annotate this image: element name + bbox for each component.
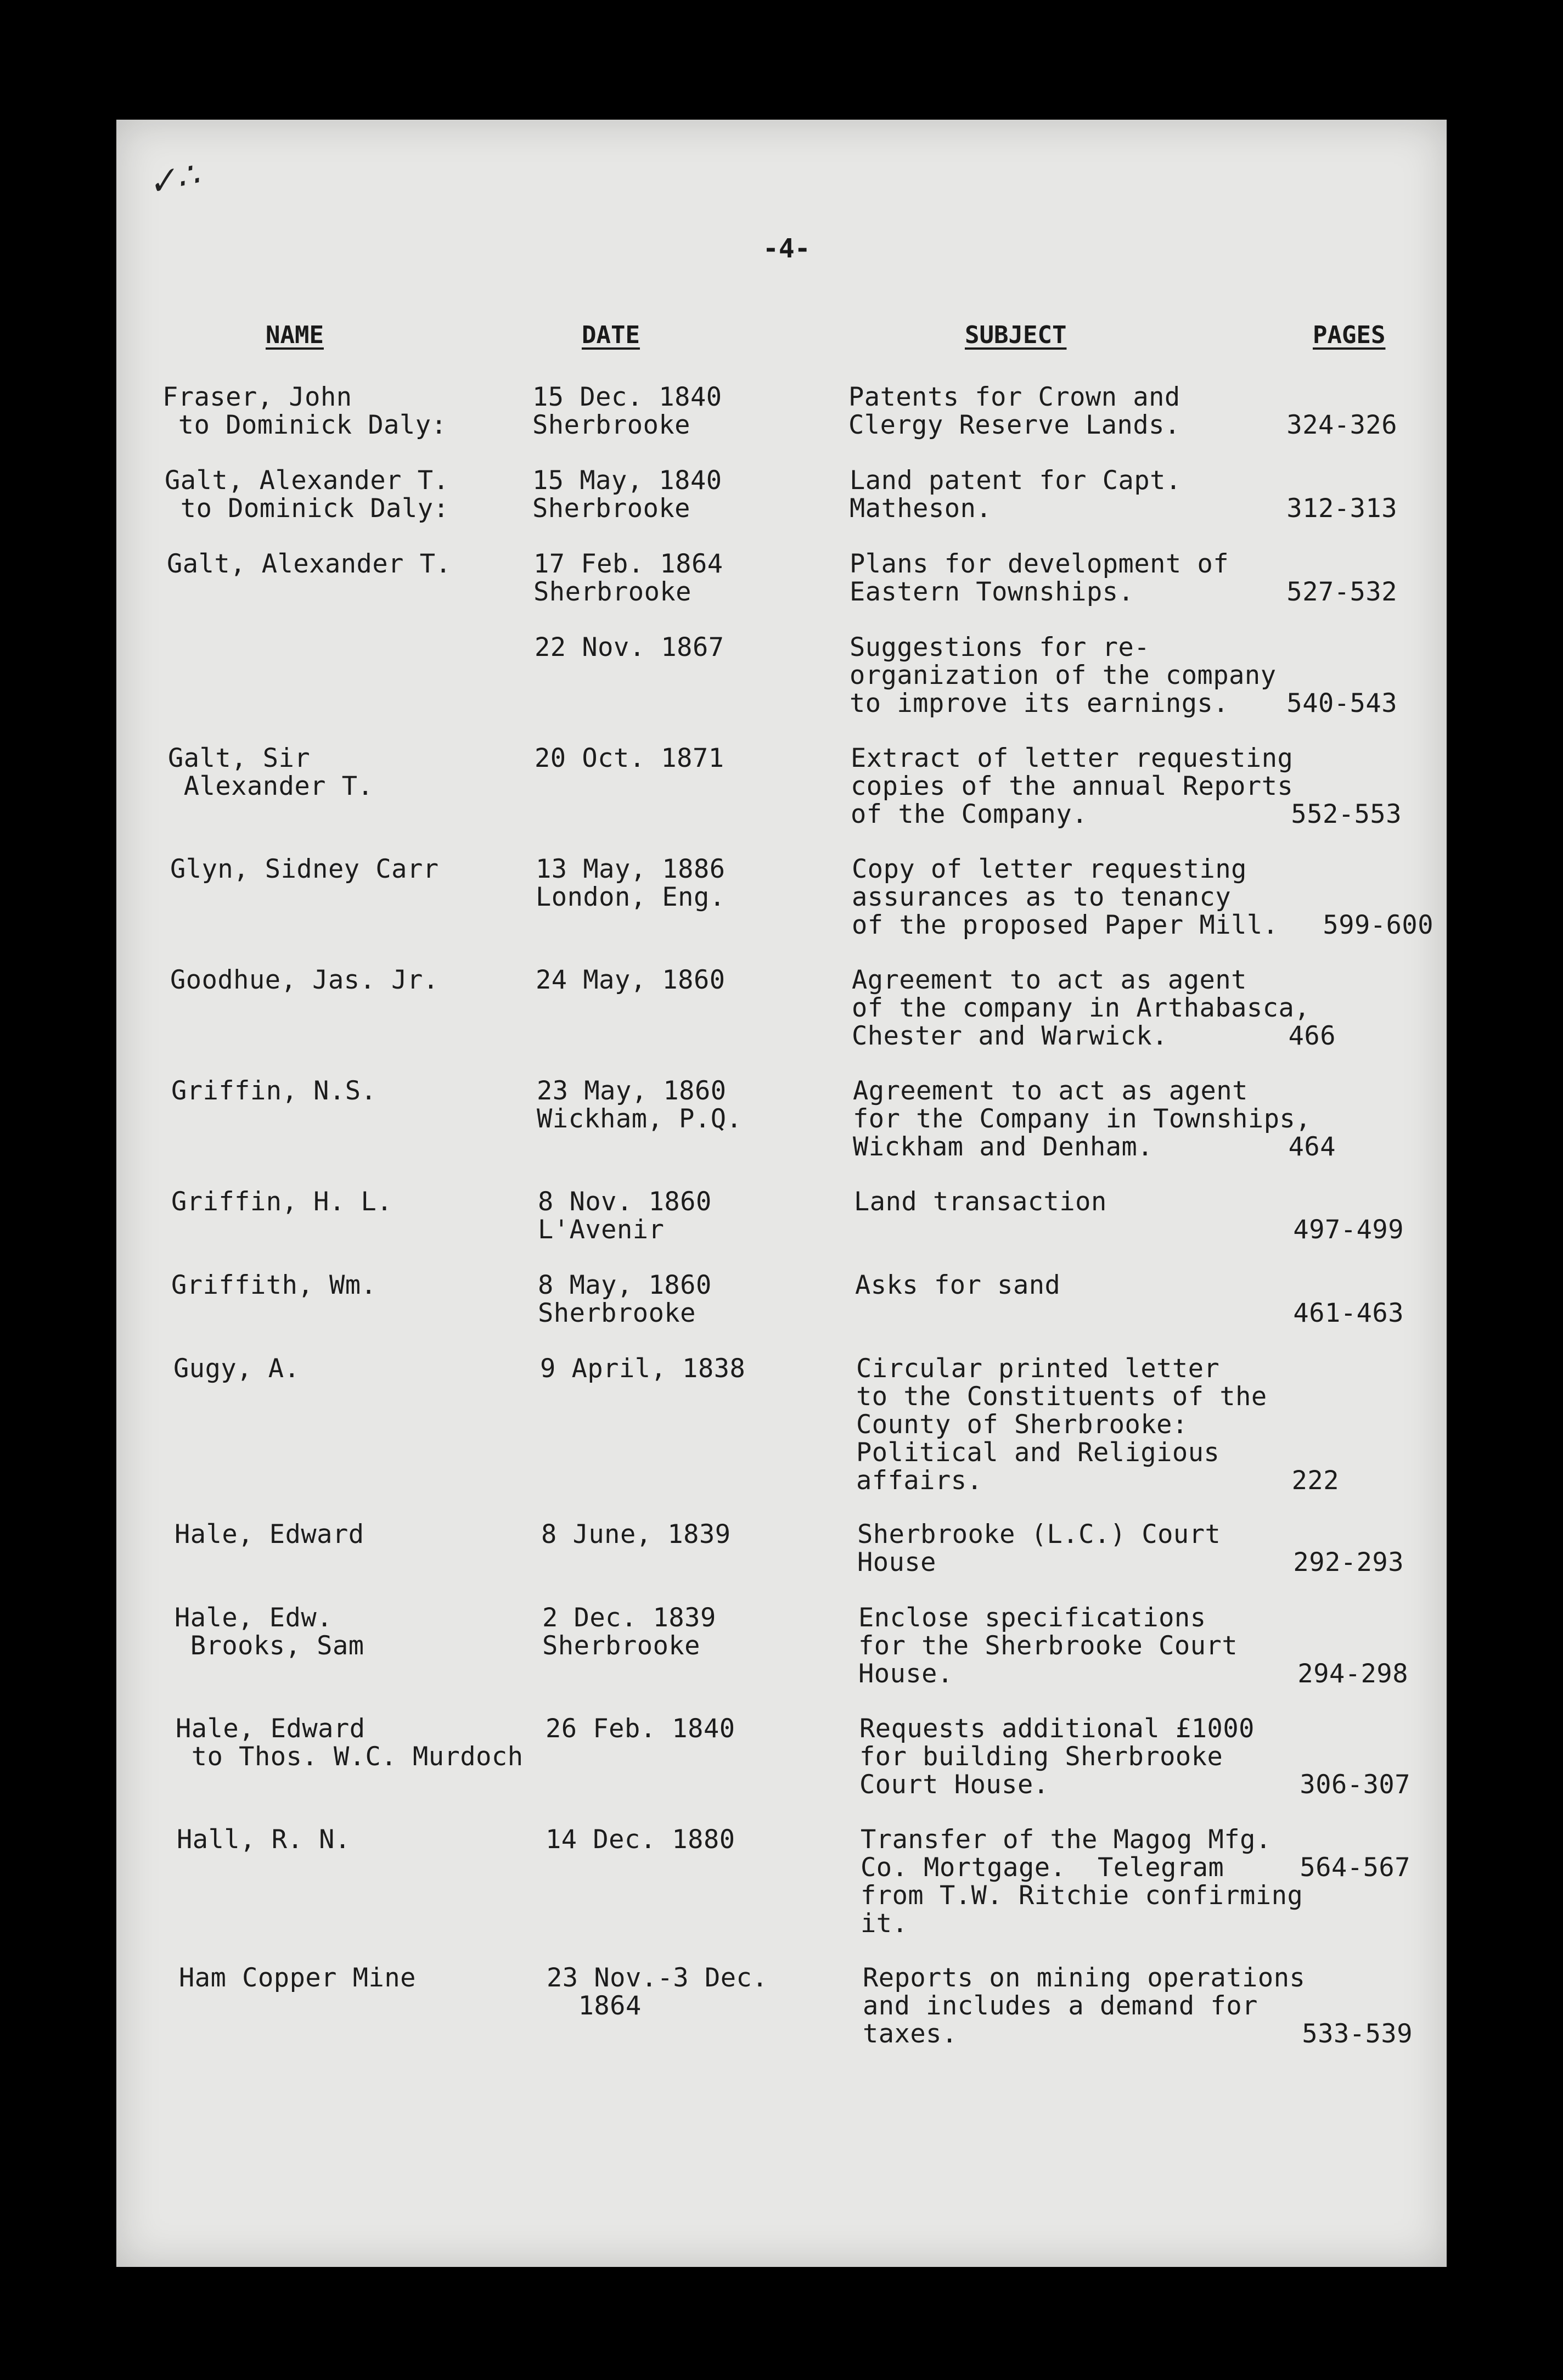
row-14-name-line: to Thos. W.C. Murdoch [176,1742,524,1772]
row-6-date-line: 13 May, 1886 [536,854,726,884]
row-13-date-line: 2 Dec. 1839 [542,1603,716,1633]
row-7-subject-line: of the company in Arthabasca, [852,993,1311,1023]
row-6-subject-line: assurances as to tenancy [852,882,1232,912]
row-15-name-line: Hall, R. N. [177,1825,351,1855]
row-5-pages: 552-553 [1291,799,1402,829]
row-5-subject-line: of the Company. [851,799,1088,829]
row-13-name-line: Brooks, Sam [175,1631,364,1661]
row-14-pages: 306-307 [1300,1770,1410,1800]
row-6-name-line: Glyn, Sidney Carr [170,854,439,884]
row-16-subject-line: taxes. [863,2019,958,2049]
row-13-subject-line: House. [858,1659,953,1689]
row-11-subject-line: County of Sherbrooke: [856,1410,1188,1440]
row-6-subject-line: Copy of letter requesting [852,854,1247,884]
row-16-name-line: Ham Copper Mine [179,1963,416,1993]
row-1-date-line: Sherbrooke [532,410,690,440]
row-9-date-line: 8 Nov. 1860 [538,1187,712,1217]
row-4-pages: 540-543 [1286,688,1397,719]
row-8-subject-line: for the Company in Townships, [853,1104,1312,1134]
row-14-date-line: 26 Feb. 1840 [546,1714,735,1744]
row-3-date-line: 17 Feb. 1864 [533,549,723,579]
row-8-date-line: 23 May, 1860 [537,1076,727,1106]
row-9-date-line: L'Avenir [538,1215,665,1245]
row-1-date-line: 15 Dec. 1840 [532,382,722,412]
row-3-pages: 527-532 [1286,577,1397,607]
row-14-subject-line: for building Sherbrooke [859,1742,1223,1772]
row-5-name-line: Galt, Sir [168,743,311,773]
row-11-name-line: Gugy, A. [173,1354,300,1384]
row-12-subject-line: House [857,1547,936,1578]
row-9-subject-line: Land transaction [854,1187,1107,1217]
row-2-pages: 312-313 [1286,493,1397,524]
row-5-subject-line: Extract of letter requesting [851,743,1294,773]
row-8-name-line: Griffin, N.S. [171,1076,377,1106]
row-10-subject-line: Asks for sand [855,1270,1061,1300]
column-header-subject: SUBJECT [965,321,1067,349]
marginal-check-mark: ✓∴ [143,154,203,205]
row-8-date-line: Wickham, P.Q. [537,1104,743,1134]
row-6-pages: 599-600 [1323,910,1433,940]
row-2-date-line: Sherbrooke [532,493,690,524]
row-3-subject-line: Eastern Townships. [850,577,1134,607]
row-7-date-line: 24 May, 1860 [536,965,726,995]
row-14-subject-line: Court House. [859,1770,1049,1800]
row-7-pages: 466 [1288,1021,1336,1051]
row-11-subject-line: Political and Religious [856,1438,1220,1468]
row-9-name-line: Griffin, H. L. [171,1187,393,1217]
row-2-subject-line: Land patent for Capt. [850,465,1182,496]
row-9-pages: 497-499 [1293,1215,1404,1245]
row-1-pages: 324-326 [1286,410,1397,440]
row-13-pages: 294-298 [1297,1659,1408,1689]
row-14-name-line: Hale, Edward [176,1714,366,1744]
page-number: -4- [763,233,811,264]
row-7-subject-line: Agreement to act as agent [852,965,1247,995]
row-7-name-line: Goodhue, Jas. Jr. [170,965,439,995]
row-10-date-line: 8 May, 1860 [538,1270,712,1300]
row-15-subject-line: it. [861,1909,908,1939]
row-3-name-line: Galt, Alexander T. [167,549,452,579]
row-4-date-line: 22 Nov. 1867 [535,632,724,663]
row-2-name-line: to Dominick Daly: [165,493,449,524]
row-16-subject-line: and includes a demand for [863,1991,1258,2021]
row-15-subject-line: from T.W. Ritchie confirming [861,1881,1303,1911]
row-11-subject-line: Circular printed letter [856,1354,1220,1384]
row-13-subject-line: Enclose specifications [858,1603,1206,1633]
row-10-date-line: Sherbrooke [538,1298,696,1328]
row-16-date-line: 23 Nov.-3 Dec. [547,1963,768,1993]
row-12-date-line: 8 June, 1839 [541,1519,731,1550]
row-3-subject-line: Plans for development of [850,549,1229,579]
row-11-date-line: 9 April, 1838 [540,1354,746,1384]
row-11-pages: 222 [1291,1466,1339,1496]
row-1-name-line: to Dominick Daly: [162,410,447,440]
row-11-subject-line: affairs. [856,1466,983,1496]
row-13-subject-line: for the Sherbrooke Court [858,1631,1238,1661]
row-3-date-line: Sherbrooke [533,577,691,607]
row-10-name-line: Griffith, Wm. [171,1270,377,1300]
column-header-pages: PAGES [1313,321,1386,349]
row-8-pages: 464 [1288,1132,1336,1162]
row-16-date-line: 1864 [547,1991,642,2021]
column-header-name: NAME [266,321,324,349]
row-4-subject-line: to improve its earnings. [850,688,1229,719]
row-4-subject-line: organization of the company [850,660,1277,691]
row-12-name-line: Hale, Edward [175,1519,364,1550]
row-4-subject-line: Suggestions for re- [850,632,1150,663]
row-1-subject-line: Patents for Crown and [848,382,1180,412]
row-2-subject-line: Matheson. [850,493,992,524]
row-16-pages: 533-539 [1302,2019,1413,2049]
row-5-name-line: Alexander T. [168,771,374,801]
row-15-date-line: 14 Dec. 1880 [546,1825,735,1855]
row-15-pages: 564-567 [1300,1853,1410,1883]
row-12-pages: 292-293 [1293,1547,1404,1578]
row-2-name-line: Galt, Alexander T. [165,465,449,496]
row-10-pages: 461-463 [1293,1298,1404,1328]
row-13-date-line: Sherbrooke [542,1631,700,1661]
row-5-date-line: 20 Oct. 1871 [535,743,724,773]
row-6-date-line: London, Eng. [536,882,726,912]
row-11-subject-line: to the Constituents of the [856,1382,1267,1412]
row-2-date-line: 15 May, 1840 [532,465,722,496]
row-1-subject-line: Clergy Reserve Lands. [848,410,1180,440]
row-8-subject-line: Wickham and Denham. [853,1132,1154,1162]
row-7-subject-line: Chester and Warwick. [852,1021,1168,1051]
column-header-date: DATE [582,321,640,349]
row-12-subject-line: Sherbrooke (L.C.) Court [857,1519,1221,1550]
row-16-subject-line: Reports on mining operations [863,1963,1306,1993]
row-13-name-line: Hale, Edw. [175,1603,333,1633]
row-5-subject-line: copies of the annual Reports [851,771,1294,801]
row-15-subject-line: Transfer of the Magog Mfg. [861,1825,1272,1855]
row-8-subject-line: Agreement to act as agent [853,1076,1248,1106]
row-1-name-line: Fraser, John [162,382,352,412]
row-14-subject-line: Requests additional £1000 [859,1714,1255,1744]
row-6-subject-line: of the proposed Paper Mill. [852,910,1279,940]
row-15-subject-line: Co. Mortgage. Telegram [861,1853,1224,1883]
